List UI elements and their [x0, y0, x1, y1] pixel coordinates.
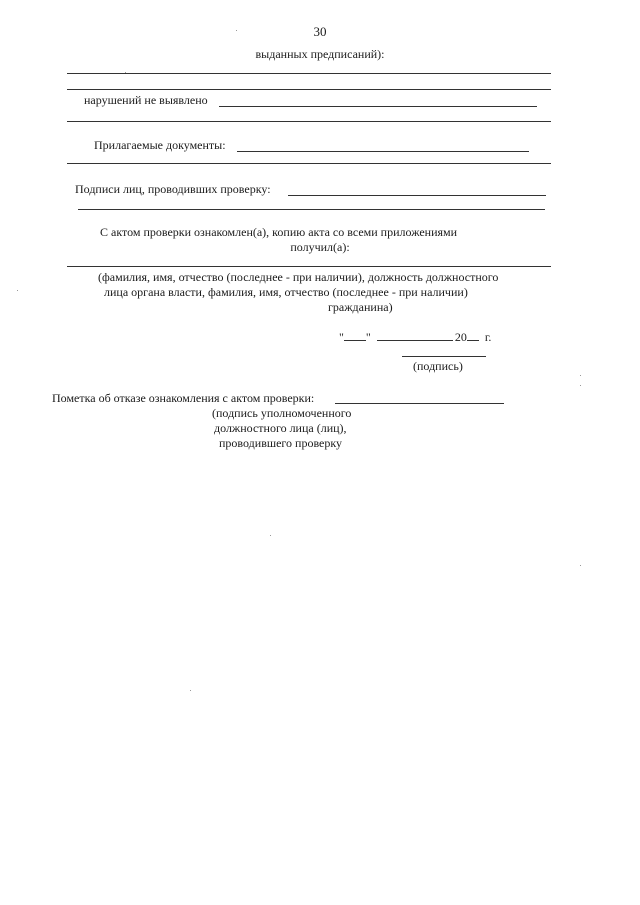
- acquainted-line-2: получил(а):: [290, 240, 350, 254]
- signatures-label: Подписи лиц, проводивших проверку:: [75, 182, 271, 196]
- date-year-blank: [467, 330, 479, 341]
- scan-speck: [236, 30, 237, 31]
- signature-field: [402, 356, 486, 357]
- attached-docs-label: Прилагаемые документы:: [94, 138, 226, 152]
- refusal-caption-line-2: должностного лица (лиц),: [214, 421, 347, 435]
- refusal-label: Пометка об отказе ознакомления с актом проверки:: [52, 391, 315, 405]
- name-caption-line-2: лица органа власти, фамилия, имя, отчество (последнее - при наличии): [104, 285, 468, 299]
- date-year-prefix: 20: [454, 330, 467, 344]
- scan-speck: [125, 72, 126, 73]
- scan-speck: [270, 535, 271, 536]
- refusal-caption-line-1: (подпись уполномоченного: [212, 406, 352, 420]
- acquainted-line-1: С актом проверки ознакомлен(а), копию акта со всеми приложениями: [100, 225, 458, 239]
- signatures-field: [288, 195, 546, 196]
- signatures-field-2: [78, 209, 545, 210]
- no-violations-label: нарушений не выявлено: [84, 93, 208, 107]
- no-violations-field: [219, 106, 537, 107]
- blank-line: [67, 121, 551, 122]
- date-year-suffix: г.: [484, 330, 492, 344]
- scan-speck: [580, 385, 581, 386]
- refusal-caption-line-3: проводившего проверку: [219, 436, 343, 450]
- date-month-blank: [377, 330, 453, 341]
- blank-line: [67, 73, 551, 74]
- page-number: 30: [313, 24, 327, 39]
- scan-speck: [580, 565, 581, 566]
- date-line: [339, 330, 491, 345]
- blank-line: [67, 89, 551, 90]
- header-continuation: выданных предписаний):: [255, 47, 385, 61]
- refusal-field: [335, 403, 504, 404]
- date-open-quote: ": [339, 330, 344, 344]
- acquainted-field: [67, 266, 551, 267]
- date-day-blank: [344, 330, 366, 341]
- scan-speck: [17, 290, 18, 291]
- scan-speck: [190, 690, 191, 691]
- name-caption-line-3: гражданина): [328, 300, 393, 314]
- signature-caption: (подпись): [413, 359, 463, 373]
- scan-speck: [580, 375, 581, 376]
- date-close-quote: ": [365, 330, 371, 344]
- blank-line: [67, 163, 551, 164]
- attached-docs-field: [237, 151, 529, 152]
- name-caption-line-1: (фамилия, имя, отчество (последнее - при наличии), должность должностного: [98, 270, 499, 284]
